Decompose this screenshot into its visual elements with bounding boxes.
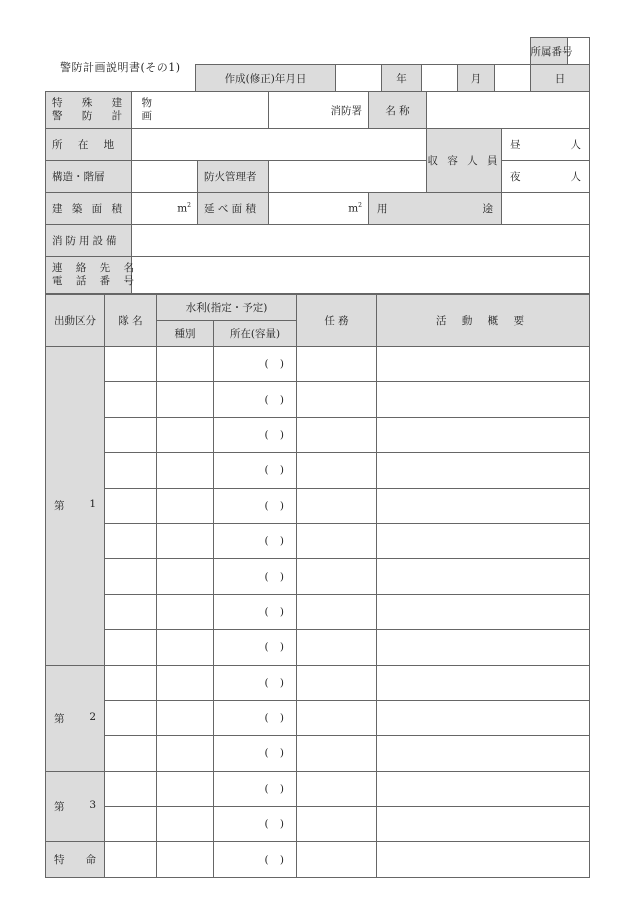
boka-label: 防火管理者 xyxy=(198,161,269,193)
renraku-field[interactable] xyxy=(132,257,590,294)
yoto-label: 用 途 xyxy=(369,193,502,225)
ninmu-cell[interactable] xyxy=(297,594,377,629)
sakusei-field[interactable] xyxy=(336,65,382,92)
taimei-cell[interactable] xyxy=(105,453,157,488)
taimei-cell[interactable] xyxy=(105,842,157,877)
katsudo-cell[interactable] xyxy=(377,488,590,523)
table-row xyxy=(46,453,590,488)
kenchiku-unit: m xyxy=(177,202,188,215)
sakusei-table xyxy=(195,64,590,92)
ninmu-cell[interactable] xyxy=(297,453,377,488)
shubetsu-cell[interactable] xyxy=(157,665,214,700)
meisho-field[interactable] xyxy=(427,92,590,129)
katsudo-cell[interactable] xyxy=(377,665,590,700)
shozai-cell[interactable]: ( ) xyxy=(214,382,297,417)
katsudo-cell[interactable] xyxy=(377,771,590,806)
ninmu-cell[interactable] xyxy=(297,665,377,700)
katsudo-cell[interactable] xyxy=(377,630,590,665)
ninmu-cell[interactable] xyxy=(297,382,377,417)
shubetsu-cell[interactable] xyxy=(157,736,214,771)
sakusei-label: 作成(修正)年月日 xyxy=(196,65,336,92)
header-table xyxy=(195,37,590,65)
katsudo-cell[interactable] xyxy=(377,347,590,382)
shubetsu-cell[interactable] xyxy=(157,417,214,452)
renraku-label: 連 絡 先 名 電 話 番 号 xyxy=(46,257,132,294)
shozai-cell[interactable]: ( ) xyxy=(214,453,297,488)
activity-table xyxy=(45,294,590,878)
shozai-cell[interactable]: ( ) xyxy=(214,347,297,382)
shozai-cell[interactable]: ( ) xyxy=(214,736,297,771)
shubetsu-cell[interactable] xyxy=(157,382,214,417)
yoto-field[interactable] xyxy=(502,193,590,225)
shuyo-label: 収 容 人 員 xyxy=(427,129,502,193)
shubetsu-cell[interactable] xyxy=(157,807,214,842)
ninmu-cell[interactable] xyxy=(297,488,377,523)
ninmu-cell[interactable] xyxy=(297,700,377,735)
document-title: 警防計画説明書(その1) xyxy=(60,61,181,74)
taimei-cell[interactable] xyxy=(105,417,157,452)
year-field[interactable] xyxy=(422,65,458,92)
dispatch-group-label: 第 3 xyxy=(46,771,105,842)
table-row xyxy=(46,842,590,877)
taimei-cell[interactable] xyxy=(105,382,157,417)
table-row xyxy=(46,523,590,558)
tokushu-label: 特 殊 建 物 警 防 計 画 xyxy=(46,92,132,129)
shubetsu-cell[interactable] xyxy=(157,771,214,806)
shubetsu-cell[interactable] xyxy=(157,488,214,523)
katsudo-cell[interactable] xyxy=(377,523,590,558)
hiru-unit: 人 xyxy=(570,139,581,151)
shubetsu-cell[interactable] xyxy=(157,630,214,665)
ninmu-cell[interactable] xyxy=(297,347,377,382)
nobe-unit: m xyxy=(348,202,359,215)
ninmu-cell[interactable] xyxy=(297,842,377,877)
yoru-row[interactable] xyxy=(502,161,590,193)
shozai-cell[interactable]: ( ) xyxy=(214,807,297,842)
katsudo-cell[interactable] xyxy=(377,807,590,842)
taimei-cell[interactable] xyxy=(105,736,157,771)
yoru-label: 夜 xyxy=(510,171,521,183)
shozai-cell[interactable]: ( ) xyxy=(214,842,297,877)
katsudo-cell[interactable] xyxy=(377,594,590,629)
katsudo-cell[interactable] xyxy=(377,382,590,417)
meisho-label: 名 称 xyxy=(369,92,427,129)
dispatch-group-label: 第 1 xyxy=(46,347,105,666)
dispatch-group-label: 特 命 xyxy=(46,842,105,877)
taimei-cell[interactable] xyxy=(105,488,157,523)
kubun-header: 出動区分 xyxy=(46,295,105,347)
shubetsu-cell[interactable] xyxy=(157,594,214,629)
ninmu-cell[interactable] xyxy=(297,559,377,594)
taimei-cell[interactable] xyxy=(105,807,157,842)
katsudo-header: 活 動 概 要 xyxy=(377,295,590,347)
shubetsu-cell[interactable] xyxy=(157,453,214,488)
shubetsu-cell[interactable] xyxy=(157,559,214,594)
kenchiku-label: 建 築 面 積 xyxy=(46,193,132,225)
taimei-cell[interactable] xyxy=(105,523,157,558)
katsudo-cell[interactable] xyxy=(377,559,590,594)
table-row xyxy=(46,559,590,594)
ninmu-cell[interactable] xyxy=(297,523,377,558)
table-row xyxy=(46,594,590,629)
taimei-cell[interactable] xyxy=(105,347,157,382)
shozai-cell[interactable]: ( ) xyxy=(214,417,297,452)
shozai-header: 所在(容量) xyxy=(214,321,297,347)
table-row xyxy=(46,700,590,735)
shozai-cell[interactable]: ( ) xyxy=(214,771,297,806)
yoru-unit: 人 xyxy=(570,171,581,183)
shozai-cell[interactable]: ( ) xyxy=(214,630,297,665)
katsudo-cell[interactable] xyxy=(377,736,590,771)
taimei-cell[interactable] xyxy=(105,594,157,629)
table-row xyxy=(46,417,590,452)
katsudo-cell[interactable] xyxy=(377,453,590,488)
shozaichi-field[interactable] xyxy=(132,129,427,161)
taimei-cell[interactable] xyxy=(105,665,157,700)
kozo-label: 構造・階層 xyxy=(46,161,132,193)
hiru-row[interactable] xyxy=(502,129,590,161)
ninmu-cell[interactable] xyxy=(297,417,377,452)
table-row xyxy=(46,382,590,417)
shubetsu-header: 種別 xyxy=(157,321,214,347)
setsubi-label: 消防用設備 xyxy=(46,225,132,257)
ninmu-cell[interactable] xyxy=(297,771,377,806)
shozai-cell[interactable]: ( ) xyxy=(214,700,297,735)
shozoku-bango-label: 所属番号 xyxy=(530,38,567,65)
shubetsu-cell[interactable] xyxy=(157,700,214,735)
activity-rows xyxy=(46,347,590,878)
katsudo-cell[interactable] xyxy=(377,700,590,735)
shozaichi-label: 所 在 地 xyxy=(46,129,132,161)
table-row xyxy=(46,807,590,842)
nobe-field[interactable]: $m^2$ xyxy=(269,193,369,225)
kenchiku-field[interactable]: $m^2$ xyxy=(132,193,198,225)
table-row xyxy=(46,630,590,665)
taimei-cell[interactable] xyxy=(105,771,157,806)
suiri-header: 水利(指定・予定) xyxy=(157,295,297,321)
dispatch-group-label: 第 2 xyxy=(46,665,105,771)
shozai-cell[interactable]: ( ) xyxy=(214,559,297,594)
taimei-cell[interactable] xyxy=(105,630,157,665)
taimei-cell[interactable] xyxy=(105,559,157,594)
day-label: 日 xyxy=(531,65,590,92)
shubetsu-cell[interactable] xyxy=(157,347,214,382)
shozai-cell[interactable]: ( ) xyxy=(214,594,297,629)
ninmu-cell[interactable] xyxy=(297,736,377,771)
table-row xyxy=(46,665,590,700)
shozai-cell[interactable]: ( ) xyxy=(214,488,297,523)
boka-field[interactable] xyxy=(269,161,427,193)
katsudo-cell[interactable] xyxy=(377,842,590,877)
shozai-cell[interactable]: ( ) xyxy=(214,665,297,700)
kozo-field[interactable] xyxy=(132,161,198,193)
setsubi-field[interactable] xyxy=(132,225,590,257)
ninmu-cell[interactable] xyxy=(297,630,377,665)
table-row xyxy=(46,736,590,771)
table-row xyxy=(46,347,590,382)
hiru-label: 昼 xyxy=(510,139,521,151)
month-field[interactable] xyxy=(495,65,531,92)
ninmu-header: 任 務 xyxy=(297,295,377,347)
month-label: 月 xyxy=(458,65,495,92)
nobe-label: 延 べ 面 積 xyxy=(198,193,269,225)
info-table xyxy=(45,91,590,294)
katsudo-cell[interactable] xyxy=(377,417,590,452)
taimei-header: 隊 名 xyxy=(105,295,157,347)
shubetsu-cell[interactable] xyxy=(157,842,214,877)
year-label: 年 xyxy=(382,65,422,92)
table-row xyxy=(46,488,590,523)
taimei-cell[interactable] xyxy=(105,700,157,735)
shobosho-label: 消防署 xyxy=(269,92,369,129)
shubetsu-cell[interactable] xyxy=(157,523,214,558)
shozai-cell[interactable]: ( ) xyxy=(214,523,297,558)
table-row xyxy=(46,771,590,806)
ninmu-cell[interactable] xyxy=(297,807,377,842)
